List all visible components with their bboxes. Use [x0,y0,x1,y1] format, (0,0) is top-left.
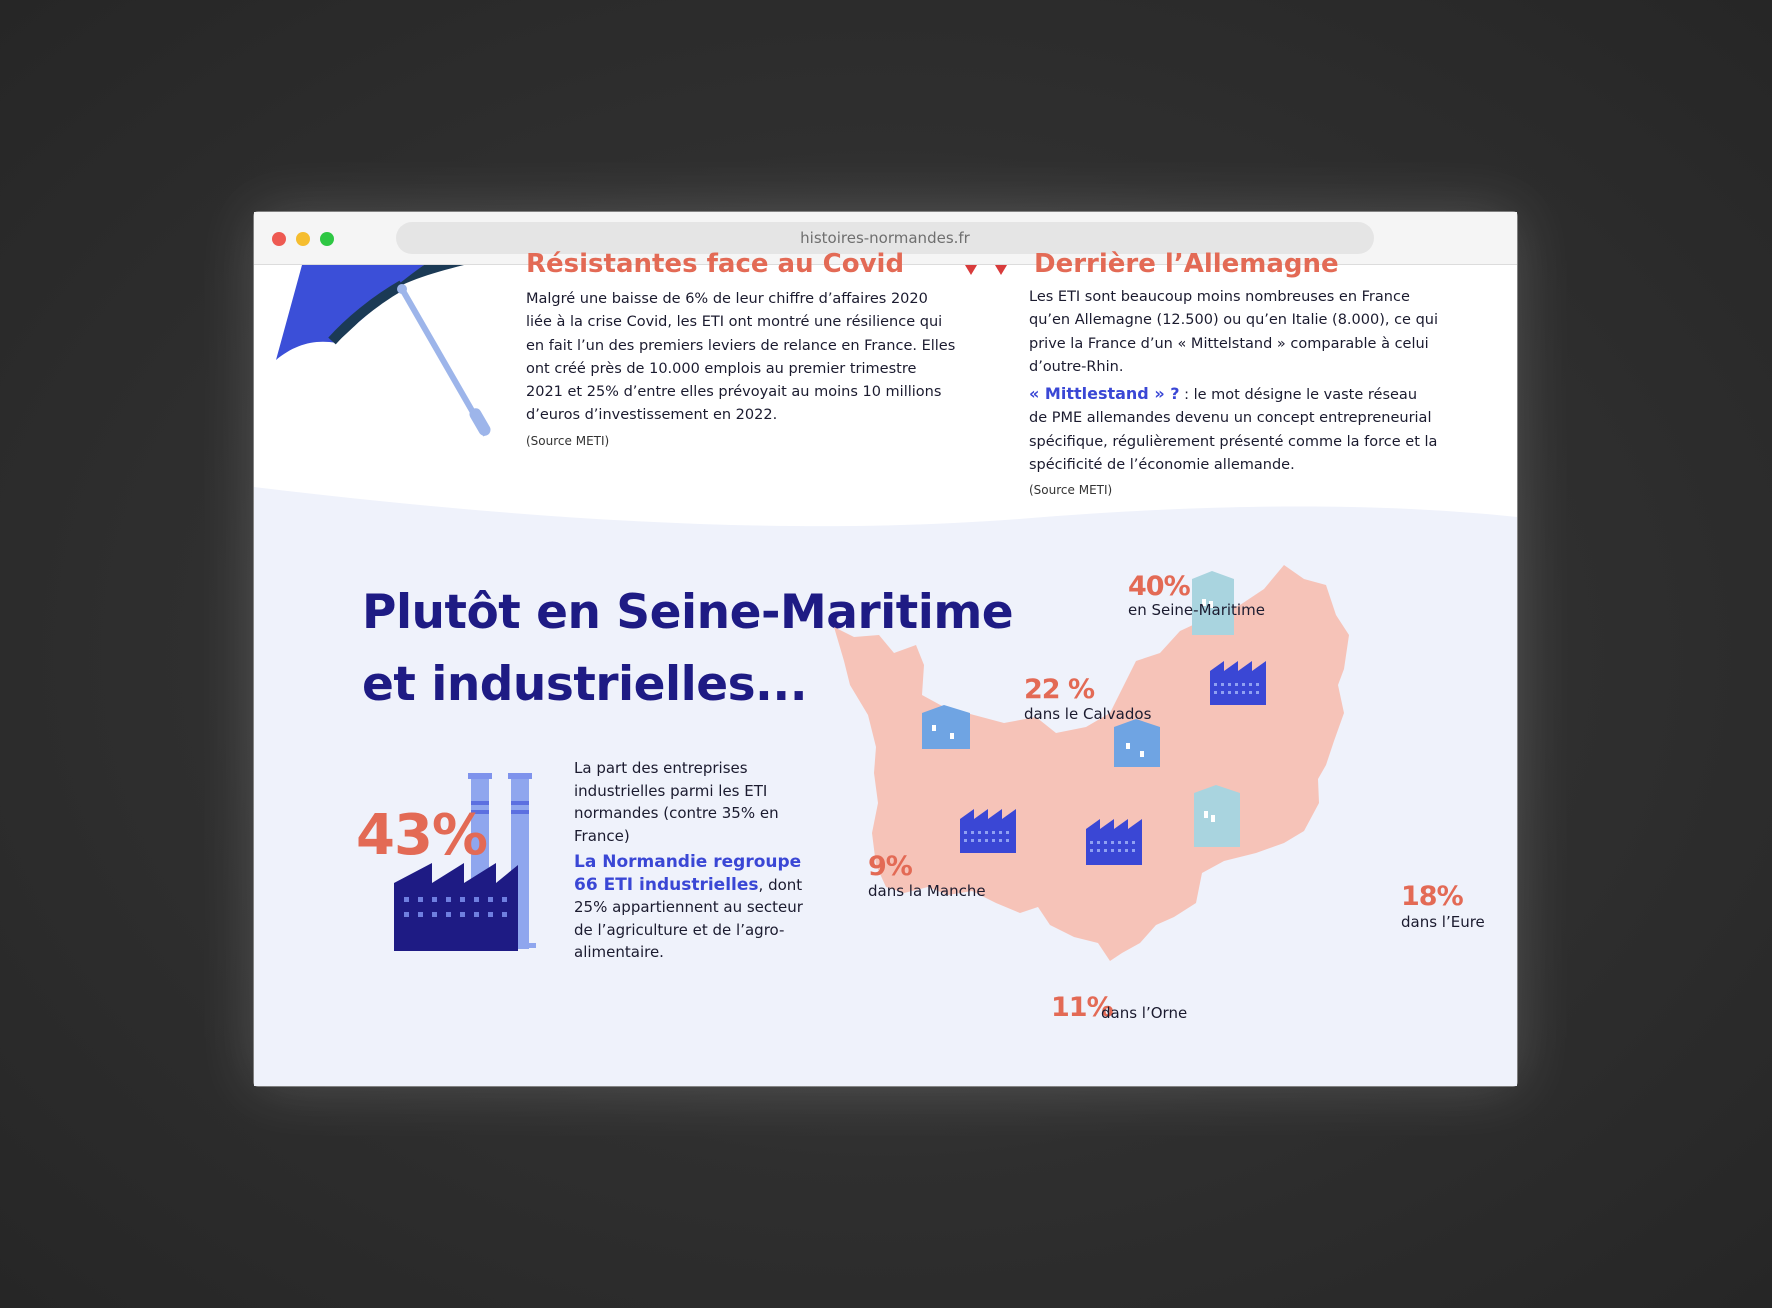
covid-source: (Source METI) [526,433,610,448]
map-building-eure-north [1114,719,1160,767]
page-content [254,249,1517,1086]
seine-maritime-percentage: 40% [1128,571,1190,602]
industrial-share-percentage: 43% [356,803,488,868]
map-factory-seine-maritime [1210,661,1266,705]
seine-maritime-label: en Seine-Maritime [1128,601,1265,619]
map-factory-orne [1086,819,1142,865]
calvados-label: dans le Calvados [1024,705,1152,723]
allemagne-paragraph: Les ETI sont beaucoup moins nombreuses en France qu’en Allemagne (12.500) ou qu’en Italie (8.000), ce qui prive la France d’un « Mittelstand » comparable à celui d’outre-Rhin. [1029,289,1439,375]
minimize-window-button[interactable] [296,232,310,246]
allemagne-text-block [1029,286,1439,503]
manche-label: dans la Manche [868,882,986,900]
normandy-map [824,565,1484,1065]
close-window-button[interactable] [272,232,286,246]
mittelstand-label: « Mittlestand » ? [1029,384,1180,404]
industrial-share-text [574,757,814,964]
maximize-window-button[interactable] [320,232,334,246]
covid-paragraph: Malgré une baisse de 6% de leur chiffre d’affaires 2020 liée à la crise Covid, les ETI ont montré une résilience qui en fait l’un des premiers leviers de relance en France. Elles ont créé près de 10.000 emplois au premier trimestre 2021 et 25% d’entre elles prévoyait au moins 10 millions d’euros d’investissement en 2022. [526,291,956,424]
eure-percentage: 18% [1401,881,1463,912]
orne-percentage: 11% [1051,992,1113,1023]
orne-label: dans l’Orne [1101,1004,1188,1022]
mittelstand-definition [1029,382,1439,477]
allemagne-source: (Source METI) [1029,483,1113,498]
section-heading-allemagne: Derrière l’Allemagne [1034,249,1339,279]
mittelstand-text: : le mot désigne le vaste réseau de PME allemandes devenu un concept entrepreneurial spécifique, régulièrement présenté comme la force et la spécificité de l’économie allemande. [1029,387,1438,474]
browser-window [254,212,1517,1086]
map-building-eure-south [1194,785,1240,847]
map-building-calvados [922,705,970,749]
normandie-highlight: La Normandie regroupe 66 ETI industrielles [574,852,802,895]
page-title-line2: et industrielles... [362,657,808,712]
eure-label: dans l’Eure [1401,913,1485,931]
normandie-highlight-rest: , dont 25% appartiennent au secteur de l’agriculture et de l’agro-alimentaire. [574,875,803,961]
covid-text-block [526,288,956,453]
calvados-percentage: 22 % [1024,674,1095,705]
industrial-share-description: La part des entreprises industrielles parmi les ETI normandes (contre 35% en France) [574,759,779,845]
map-factory-manche [960,809,1016,853]
address-bar[interactable]: histoires-normandes.fr [396,222,1374,254]
page-title-line1: Plutôt en Seine-Maritime [362,585,1014,640]
normandie-highlight-block [574,851,814,964]
manche-percentage: 9% [868,851,912,882]
flag-marker-icon [961,265,1021,277]
section-heading-covid: Résistantes face au Covid [526,249,905,279]
umbrella-icon [274,265,474,465]
